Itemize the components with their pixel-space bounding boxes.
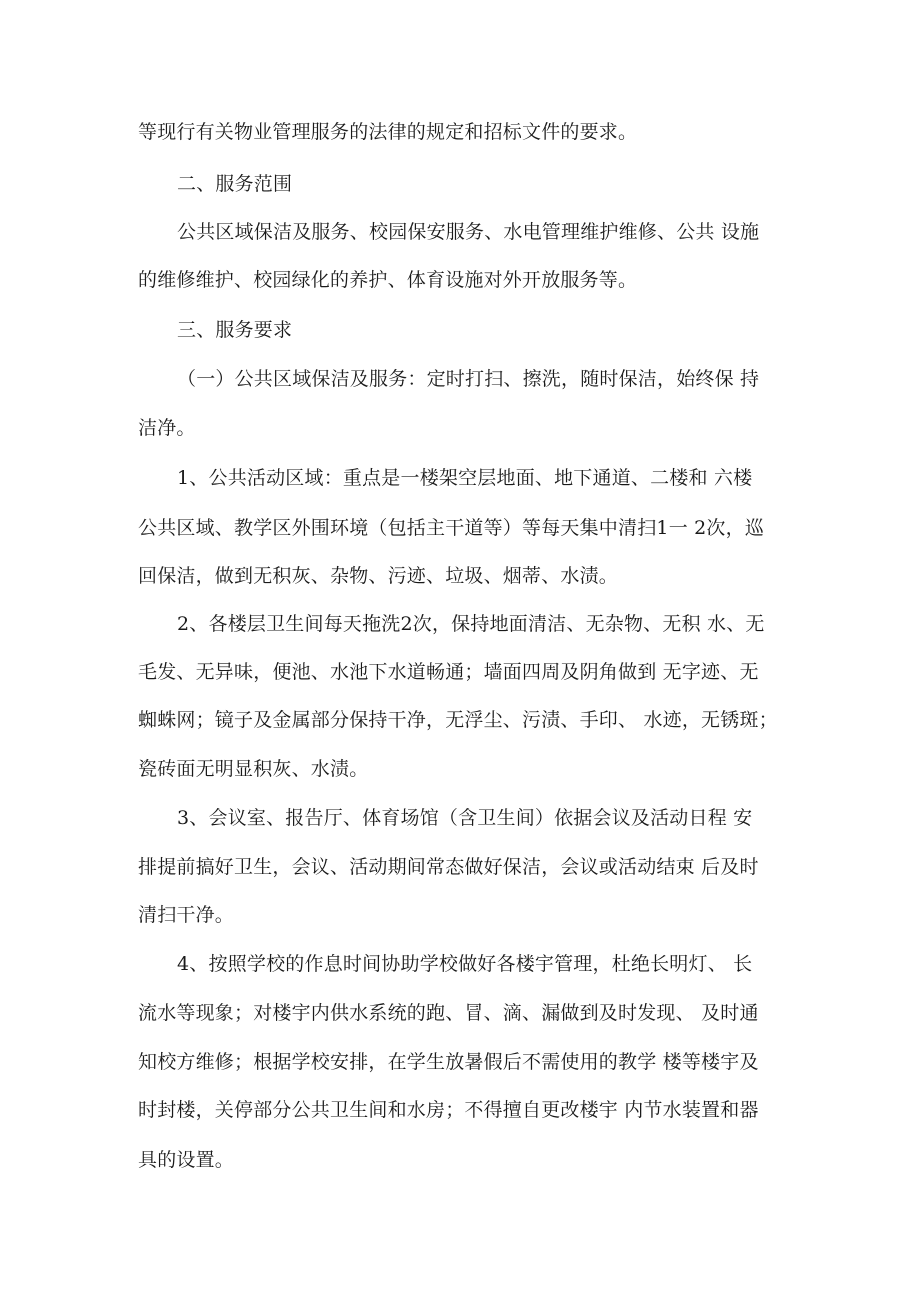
text-line-16: 排提前搞好卫生，会议、活动期间常态做好保洁，会议或活动结束 后及时 [138, 856, 759, 878]
text-line-4: 的维修维护、校园绿化的养护、体育设施对外开放服务等。 [138, 269, 638, 291]
text-line-22: 具的设置。 [138, 1149, 235, 1171]
text-line-6: （一）公共区域保洁及服务：定时打扫、擦洗，随时保洁，始终保 持 [177, 368, 760, 390]
text-line-12: 毛发、无异味，便池、水池下水道畅通；墙面四周及阴角做到 无字迹、无 [138, 661, 759, 683]
text-line-17: 清扫干净。 [138, 904, 235, 926]
section-heading-service-requirements: 三、服务要求 [177, 319, 293, 341]
text-line-1: 等现行有关物业管理服务的法律的规定和招标文件的要求。 [138, 121, 638, 143]
text-line-14: 瓷砖面无明显积灰、水渍。 [138, 758, 369, 780]
text-line-18: 4、按照学校的作息时间协助学校做好各楼宇管理，杜绝长明灯、 长 [177, 953, 753, 975]
text-line-7: 洁净。 [138, 417, 196, 439]
text-line-20: 知校方维修；根据学校安排，在学生放暑假后不需使用的教学 楼等楼宇及 [138, 1051, 759, 1073]
text-line-15: 3、会议室、报告厅、体育场馆（含卫生间）依据会议及活动日程 安 [177, 807, 753, 829]
section-heading-service-scope: 二、服务范围 [177, 173, 293, 195]
text-line-8: 1、公共活动区域：重点是一楼架空层地面、地下通道、二楼和 六楼 [177, 467, 753, 489]
text-line-11: 2、各楼层卫生间每天拖洗2次，保持地面清洁、无杂物、无积 水、无 [177, 613, 765, 635]
text-line-19: 流水等现象；对楼宇内供水系统的跑、冒、滴、漏做到及时发现、 及时通 [138, 1002, 759, 1024]
text-line-10: 回保洁，做到无积灰、杂物、污迹、垃圾、烟蒂、水渍。 [138, 565, 619, 587]
text-line-3: 公共区域保洁及服务、校园保安服务、水电管理维护维修、公共 设施 [177, 221, 760, 243]
text-line-21: 时封楼，关停部分公共卫生间和水房；不得擅自更改楼宇 内节水装置和器 [138, 1099, 759, 1121]
text-line-9: 公共区域、教学区外围环境（包括主干道等）等每天集中清扫1一 2次，巡 [138, 517, 765, 539]
text-line-13: 蜘蛛网；镜子及金属部分保持干净，无浮尘、污渍、手印、 水迹，无锈斑； [138, 709, 778, 731]
